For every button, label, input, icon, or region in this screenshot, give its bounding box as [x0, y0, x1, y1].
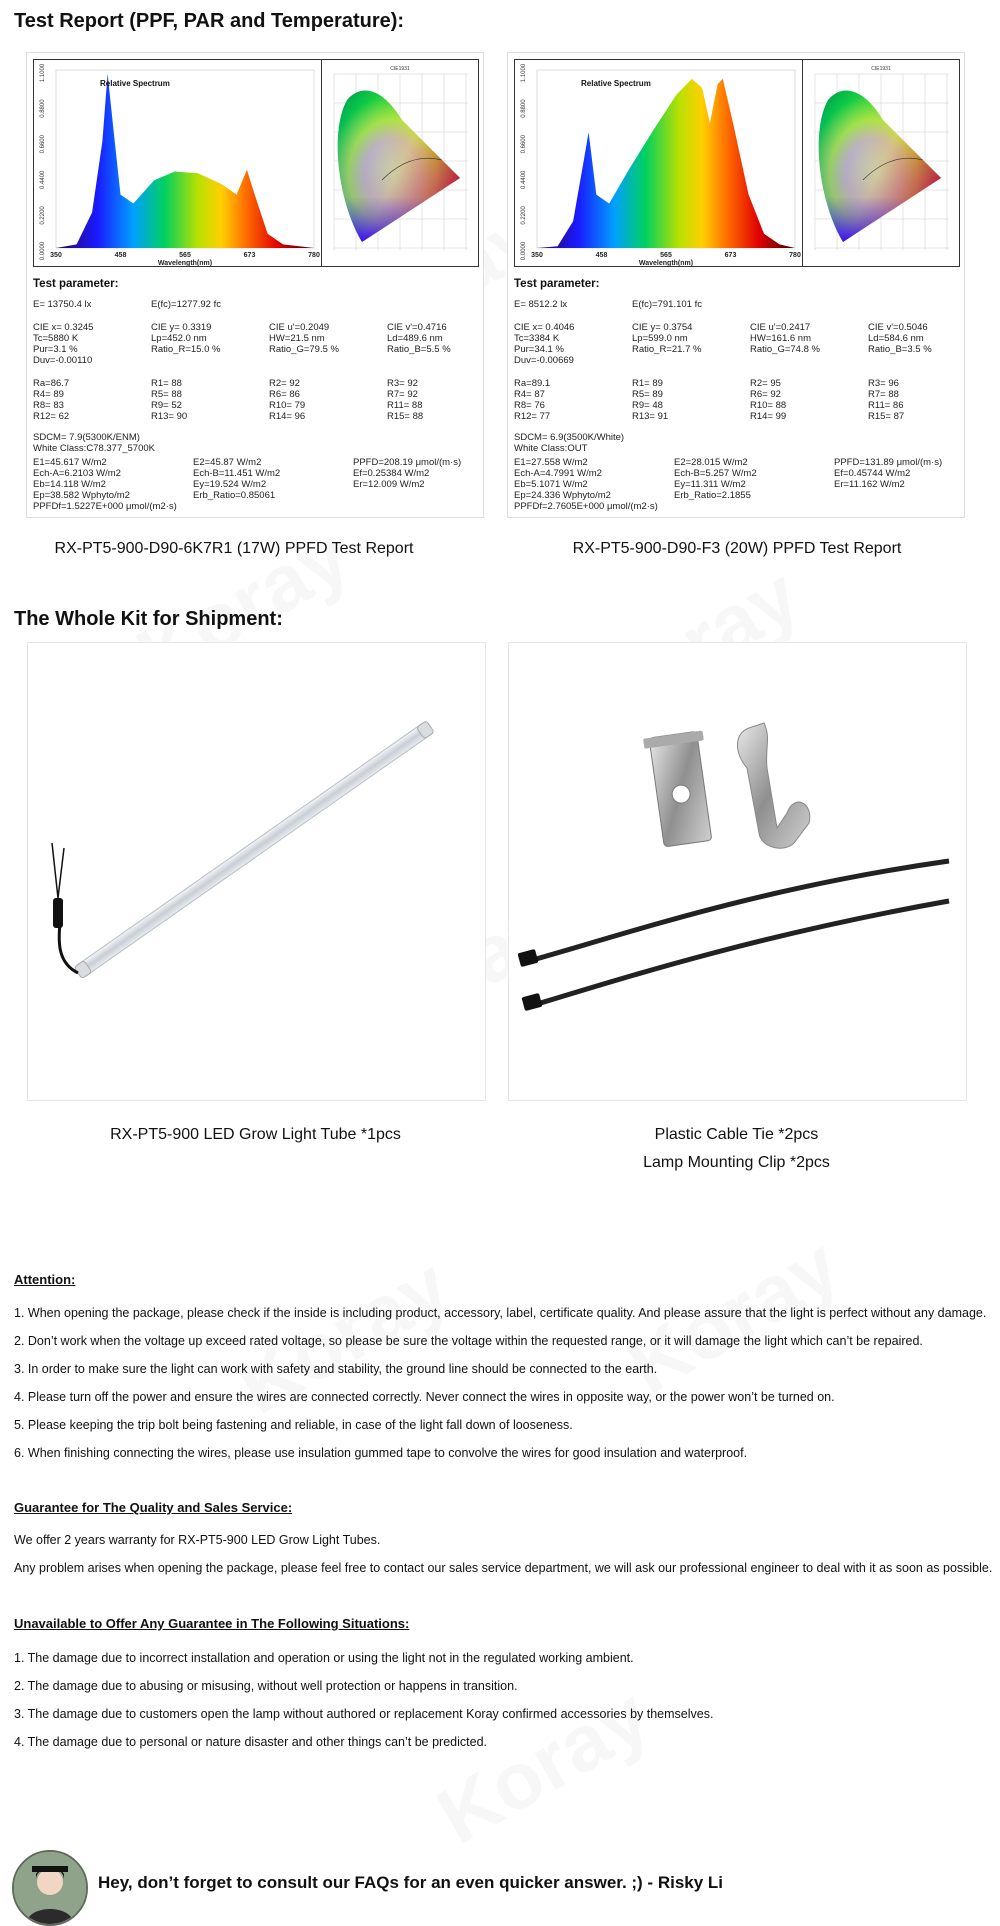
param-value: Ratio_G=74.8 % — [750, 344, 820, 355]
param-value — [151, 355, 269, 366]
spectrum-chart — [33, 59, 323, 267]
param-title: Test parameter: — [514, 278, 600, 290]
param-value: R10= 88 — [750, 400, 787, 411]
param-value: E1=27.558 W/m2 — [514, 457, 588, 468]
x-tick-label: 458 — [595, 252, 608, 259]
param-value: Ratio_B=3.5 % — [868, 344, 932, 355]
param-value: Ld=489.6 nm — [387, 333, 443, 344]
param-value: Ld=584.6 nm — [868, 333, 924, 344]
report-caption-right: RX-PT5-900-D90-F3 (20W) PPFD Test Report — [572, 540, 902, 557]
x-tick-label: 350 — [50, 252, 62, 259]
cable-tie-2 — [521, 901, 949, 1011]
x-tick-label: 350 — [531, 252, 543, 259]
param-value — [353, 501, 479, 512]
param-value: HW=21.5 nm — [269, 333, 325, 344]
spectrum-curve — [56, 74, 314, 248]
x-axis-label: Wavelength(nm) — [157, 260, 213, 266]
attention-list — [14, 1304, 994, 1472]
x-tick-label: 673 — [243, 252, 256, 259]
spectrum-title: Relative Spectrum — [581, 79, 651, 88]
cie-svg — [322, 60, 478, 266]
param-value: Ra=89.1 — [514, 378, 551, 389]
param-grid — [33, 378, 479, 422]
param-value: PPFD=131.89 μmol/(m·s) — [834, 457, 943, 468]
x-tick-label: 565 — [179, 252, 191, 259]
param-value: R8= 83 — [33, 400, 64, 411]
attention-item: 1. When opening the package, please check if the inside is including product, accessory, label, certificate quality. And please assure that the light is perfect without any damage. — [14, 1306, 987, 1320]
attention-item: 5. Please keeping the trip bolt being fastening and reliable, in case of the light fall down of looseness. — [14, 1418, 573, 1432]
param-value: Lp=452.0 nm — [151, 333, 207, 344]
cie-diagram — [321, 59, 479, 267]
param-value: Er=11.162 W/m2 — [834, 479, 905, 490]
kit-caption-tube: RX-PT5-900 LED Grow Light Tube *1pcs — [110, 1126, 401, 1143]
guarantee-title: Guarantee for The Quality and Sales Service: — [14, 1500, 293, 1515]
param-value: R14= 99 — [750, 411, 787, 422]
param-value: PPFD=208.19 μmol/(m·s) — [353, 457, 462, 468]
param-value — [387, 355, 479, 366]
y-tick-label: 0.6600 — [40, 135, 46, 154]
param-value: R15= 87 — [868, 411, 905, 422]
spectrum-title: Relative Spectrum — [100, 79, 170, 88]
param-value — [632, 355, 750, 366]
param-value: E= 13750.4 lx — [33, 299, 92, 310]
param-value — [834, 490, 960, 501]
param-grid — [514, 457, 960, 512]
test-parameters — [514, 279, 960, 512]
test-report-left — [26, 52, 484, 518]
spectrum-chart — [514, 59, 804, 267]
kit-tube-panel — [27, 642, 486, 1101]
spectrum-svg — [34, 60, 322, 266]
param-value: E1=45.617 W/m2 — [33, 457, 107, 468]
param-value: R7= 88 — [868, 389, 899, 400]
param-value: E2=28.015 W/m2 — [674, 457, 748, 468]
param-value: R6= 86 — [269, 389, 300, 400]
param-value: R5= 89 — [632, 389, 663, 400]
param-value: CIE x= 0.4046 — [514, 322, 575, 333]
kit-accessories-panel — [508, 642, 967, 1101]
param-grid — [33, 457, 479, 512]
param-value: E(fc)=791.101 fc — [632, 299, 702, 310]
cie-svg — [803, 60, 959, 266]
param-value: E(fc)=1277.92 fc — [151, 299, 221, 310]
footer-text: Hey, don’t forget to consult our FAQs for an even quicker answer. ;) - Risky Li — [98, 1873, 724, 1892]
guarantee-line: Any problem arises when opening the package, please feel free to contact our sales service department, we will ask our professional engineer to deal with it as soon as possible. — [14, 1561, 993, 1575]
param-value: Ra=86.7 — [33, 378, 70, 389]
param-value: Tc=5880 K — [33, 333, 79, 344]
param-value: R4= 89 — [33, 389, 64, 400]
attention-title: Attention: — [14, 1272, 76, 1287]
avatar — [12, 1850, 88, 1926]
param-value: Duv=-0.00110 — [33, 355, 93, 366]
param-value: Ep=38.582 Wphyto/m2 — [33, 490, 130, 501]
x-tick-label: 458 — [114, 252, 127, 259]
y-tick-label: 0.4400 — [521, 170, 527, 189]
unavailable-item: 3. The damage due to customers open the lamp without authored or replacement Koray confirmed accessories by themselves. — [14, 1707, 714, 1721]
param-value: R1= 88 — [151, 378, 182, 389]
param-value: CIE y= 0.3319 — [151, 322, 212, 333]
param-value: R2= 95 — [750, 378, 781, 389]
param-value: Ey=11.311 W/m2 — [674, 479, 746, 490]
y-tick-label: 0.0000 — [521, 241, 527, 261]
param-value: Tc=3384 K — [514, 333, 560, 344]
test-report-right — [507, 52, 965, 518]
param-value: Er=12.009 W/m2 — [353, 479, 425, 490]
param-value — [868, 355, 960, 366]
param-value: R2= 92 — [269, 378, 300, 389]
param-value — [834, 501, 960, 512]
param-value: R9= 52 — [151, 400, 182, 411]
kit-caption-cable-tie: Plastic Cable Tie *2pcs — [654, 1126, 819, 1143]
param-value: Ef=0.25384 W/m2 — [353, 468, 430, 479]
param-value — [353, 490, 479, 501]
param-value: Pur=3.1 % — [33, 344, 78, 355]
param-value: PPFDf=2.7605E+000 μmol/(m2·s) — [514, 501, 658, 512]
param-value: Eb=5.1071 W/m2 — [514, 479, 588, 490]
param-value: Ratio_R=15.0 % — [151, 344, 221, 355]
param-value: R5= 88 — [151, 389, 182, 400]
y-tick-label: 1.1000 — [40, 63, 46, 83]
led-tube-image — [28, 643, 485, 1100]
param-value: PPFDf=1.5227E+000 μmol/(m2·s) — [33, 501, 177, 512]
attention-item: 3. In order to make sure the light can work with safety and stability, the ground line should be connected to the earth. — [14, 1362, 658, 1376]
guarantee-line: We offer 2 years warranty for RX-PT5-900 LED Grow Light Tubes. — [14, 1533, 381, 1547]
param-value: CIE x= 0.3245 — [33, 322, 94, 333]
x-tick-label: 673 — [724, 252, 737, 259]
param-value: Eb=14.118 W/m2 — [33, 479, 106, 490]
param-value: E2=45.87 W/m2 — [193, 457, 262, 468]
param-value: Duv=-0.00669 — [514, 355, 574, 366]
param-value: R6= 92 — [750, 389, 781, 400]
y-tick-label: 0.2200 — [521, 206, 527, 225]
y-tick-label: 0.6600 — [521, 135, 527, 154]
param-value: Ech-B=11.451 W/m2 — [193, 468, 281, 479]
param-value: R4= 87 — [514, 389, 545, 400]
cie-title: CIE1931 — [871, 66, 891, 72]
param-value: R7= 92 — [387, 389, 418, 400]
param-value: SDCM= 6.9(3500K/White) — [514, 432, 625, 443]
param-value: R10= 79 — [269, 400, 306, 411]
param-value: Pur=34.1 % — [514, 344, 564, 355]
param-value — [750, 355, 868, 366]
param-value: Erb_Ratio=0.85061 — [193, 490, 276, 501]
param-grid — [514, 378, 960, 422]
param-value: R13= 91 — [632, 411, 669, 422]
param-value: Lp=599.0 nm — [632, 333, 688, 344]
unavailable-item: 2. The damage due to abusing or misusing, without well protection or happens in transition. — [14, 1679, 518, 1693]
mounting-clip-flat — [643, 730, 718, 847]
param-value — [193, 501, 353, 512]
param-value: R14= 96 — [269, 411, 306, 422]
y-tick-label: 0.8800 — [40, 99, 46, 118]
param-value: Ech-B=5.257 W/m2 — [674, 468, 757, 479]
param-value: Erb_Ratio=2.1855 — [674, 490, 751, 501]
unavailable-item: 1. The damage due to incorrect installation and operation or using the light not in the regulated working ambient. — [14, 1651, 634, 1665]
y-tick-label: 1.1000 — [521, 63, 527, 83]
param-value: R3= 92 — [387, 378, 418, 389]
y-tick-label: 0.8800 — [521, 99, 527, 118]
unavailable-list — [14, 1649, 994, 1761]
param-value: R15= 88 — [387, 411, 424, 422]
spectrum-curve — [537, 79, 795, 248]
kit-caption-clip: Lamp Mounting Clip *2pcs — [643, 1154, 830, 1171]
x-tick-label: 780 — [789, 252, 801, 259]
cie-title: CIE1931 — [390, 66, 410, 72]
y-tick-label: 0.4400 — [40, 170, 46, 189]
param-value: CIE u'=0.2049 — [269, 322, 330, 333]
param-value: Ef=0.45744 W/m2 — [834, 468, 911, 479]
param-value: Ey=19.524 W/m2 — [193, 479, 267, 490]
param-value: Ep=24.336 Wphyto/m2 — [514, 490, 611, 501]
x-tick-label: 780 — [308, 252, 320, 259]
y-tick-label: 0.0000 — [40, 241, 46, 261]
unavailable-item: 4. The damage due to personal or nature disaster and other things can’t be predicted. — [14, 1735, 487, 1749]
param-value — [674, 501, 834, 512]
param-value: CIE u'=0.2417 — [750, 322, 811, 333]
mounting-clip-curved — [737, 723, 809, 848]
attention-item: 2. Don’t work when the voltage up exceed rated voltage, so please be sure the voltage within the requested range, or it will damage the light which can’t be repaired. — [14, 1334, 923, 1348]
param-value: SDCM= 7.9(5300K/ENM) — [33, 432, 140, 443]
x-tick-label: 565 — [660, 252, 672, 259]
param-grid — [33, 322, 479, 366]
param-value: Ratio_B=5.5 % — [387, 344, 451, 355]
attention-item: 4. Please turn off the power and ensure the wires are connected correctly. Never connect the wires in opposite way, or the power won’t be turned on. — [14, 1390, 835, 1404]
param-value: E= 8512.2 lx — [514, 299, 568, 310]
param-value: CIE y= 0.3754 — [632, 322, 693, 333]
section-heading-kit: The Whole Kit for Shipment: — [14, 608, 283, 630]
test-parameters — [33, 279, 479, 512]
param-value: R9= 48 — [632, 400, 663, 411]
param-value: CIE v'=0.4716 — [387, 322, 447, 333]
param-value: Ratio_G=79.5 % — [269, 344, 339, 355]
param-value — [269, 355, 387, 366]
spectrum-svg — [515, 60, 803, 266]
accessories-image — [509, 643, 966, 1100]
report-caption-left: RX-PT5-900-D90-6K7R1 (17W) PPFD Test Report — [54, 540, 414, 557]
section-heading-report: Test Report (PPF, PAR and Temperature): — [14, 10, 405, 32]
param-value: R12= 62 — [33, 411, 70, 422]
param-grid — [514, 322, 960, 366]
param-value: CIE v'=0.5046 — [868, 322, 928, 333]
avatar-person-icon — [14, 1852, 86, 1924]
x-axis-label: Wavelength(nm) — [638, 260, 694, 266]
param-value: R8= 76 — [514, 400, 545, 411]
param-value: White Class:OUT — [514, 443, 588, 454]
param-title: Test parameter: — [33, 278, 119, 290]
param-value: R11= 88 — [387, 400, 423, 411]
cie-diagram — [802, 59, 960, 267]
y-tick-label: 0.2200 — [40, 206, 46, 225]
attention-item: 6. When finishing connecting the wires, please use insulation gummed tape to convolve the wires for good insulation and waterproof. — [14, 1446, 748, 1460]
param-value: White Class:C78.377_5700K — [33, 443, 155, 454]
param-value: HW=161.6 nm — [750, 333, 811, 344]
unavailable-title: Unavailable to Offer Any Guarantee in The Following Situations: — [14, 1616, 410, 1631]
param-value: Ech-A=4.7991 W/m2 — [514, 468, 602, 479]
param-value: R11= 86 — [868, 400, 904, 411]
param-value: R3= 96 — [868, 378, 899, 389]
param-value: R1= 89 — [632, 378, 663, 389]
param-value: Ech-A=6.2103 W/m2 — [33, 468, 121, 479]
param-value: Ratio_R=21.7 % — [632, 344, 702, 355]
param-value: R12= 77 — [514, 411, 551, 422]
param-value: R13= 90 — [151, 411, 188, 422]
